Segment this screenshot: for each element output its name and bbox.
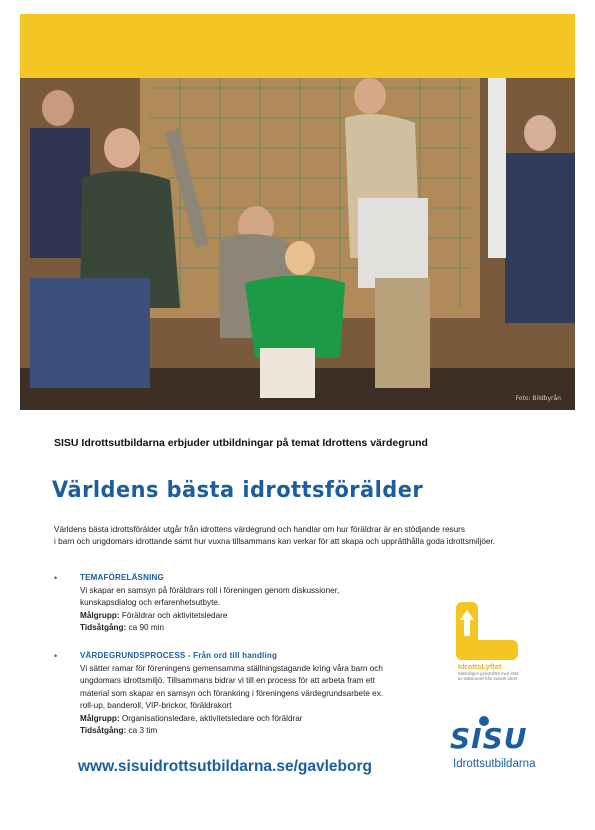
sisu-logo (450, 716, 570, 776)
intro-line: SISU Idrottsutbildarna erbjuder utbildningar på temat Idrottens värdegrund (54, 437, 428, 449)
section-vardegrundsprocess (54, 650, 414, 738)
photo-credit: Foto: Bildbyrån (515, 395, 561, 402)
section-desc: Vi sätter ramar för föreningens gemensamma ställningstagande kring våra barn och (80, 663, 383, 673)
audience-label: Målgrupp: (80, 610, 120, 620)
bullet-icon: • (54, 651, 58, 661)
section-desc: material som skapar en samsyn och förankring i föreningens värdegrundsarbete ex. (80, 688, 384, 698)
section-time (80, 622, 414, 635)
sisu-wordmark: SISU (450, 722, 528, 755)
idrottslyftet-logo (452, 602, 522, 692)
headline: Världens bästa idrottsförälder (52, 478, 424, 503)
section-desc: kunskapsdialog och erfarenhetsutbyte. (80, 598, 221, 607)
body-paragraph (54, 524, 554, 548)
audience-value: Föräldrar och aktivitetsledare (119, 610, 228, 620)
idrottslyftet-brand: IdrottsLyftet (458, 662, 502, 671)
section-title: VÄRDEGRUNDSPROCESS - Från ord till handling (80, 651, 278, 660)
audience-value: Organisationsledare, aktivitetsledare och föräldrar (119, 713, 303, 723)
website-link[interactable]: www.sisuidrottsutbildarna.se/gavleborg (78, 758, 372, 775)
time-value: ca 3 tim (126, 726, 158, 735)
section-desc: roll-up, banderoll, VIP-brickor, föräldrakort (80, 701, 232, 710)
section-desc: Vi skapar en samsyn på föräldrars roll i föreningen genom diskussioner, (80, 585, 340, 595)
section-time (80, 725, 414, 738)
time-label: Tidsåtgång: (80, 726, 127, 735)
body-line-1: Världens bästa idrottsförälder utgår från idrottens värdegrund och handlar om hur föräldrar är en stödjande resurs (54, 525, 465, 534)
body-line-2: i barn och ungdomars idrottande samt hur vuxna tillsammans kan verkar för att skapa och upprätthålla goda idrottsmiljöer. (54, 537, 495, 546)
time-label: Tidsåtgång: (80, 623, 127, 632)
time-value: ca 90 min (126, 623, 165, 632)
section-title: TEMAFÖRELÄSNING (80, 573, 164, 582)
section-temaforelasning (54, 572, 414, 635)
idrottslyftet-logo-icon (452, 602, 522, 662)
bullet-icon: • (54, 573, 58, 583)
audience-label: Målgrupp: (80, 713, 120, 723)
section-desc: ungdomars idrottsmiljö. Tillsammans bidrar vi till en process för att arbeta fram ett (80, 676, 375, 685)
hero-photo (20, 78, 575, 410)
section-audience (80, 713, 414, 726)
sisu-subtitle: Idrottsutbildarna (453, 758, 536, 770)
spectators-photo-illustration (20, 78, 575, 410)
idrottslyftet-tagline: Satsningen genomförs med stöd av statsmedel från svensk idrott (458, 671, 519, 681)
section-audience (80, 610, 414, 623)
